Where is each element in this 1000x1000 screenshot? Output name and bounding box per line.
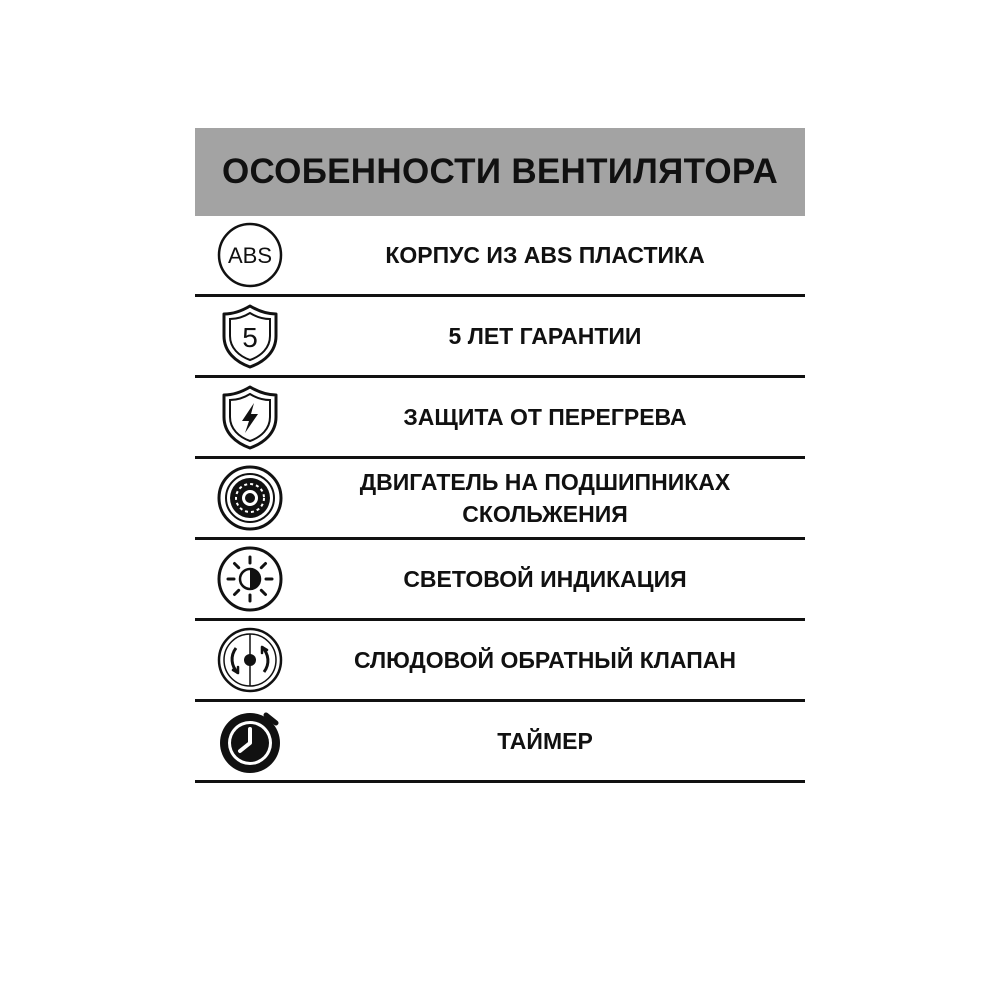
features-list (195, 216, 805, 783)
light-indicator-icon (216, 545, 284, 613)
abs-icon-text: ABS (227, 243, 273, 268)
feature-label: СВЕТОВОЙ ИНДИКАЦИЯ (403, 566, 687, 592)
feature-label: ЗАЩИТА ОТ ПЕРЕГРЕВА (403, 404, 687, 430)
shield-5-text: 5 (242, 322, 258, 353)
feature-row-timer (195, 702, 805, 783)
feature-label: КОРПУС ИЗ ABS ПЛАСТИКА (385, 242, 705, 268)
feature-label: ДВИГАТЕЛЬ НА ПОДШИПНИКАХ СКОЛЬЖЕНИЯ (359, 469, 731, 527)
feature-label: ТАЙМЕР (497, 728, 593, 754)
feature-label: 5 ЛЕТ ГАРАНТИИ (448, 323, 642, 349)
page-title: ОСОБЕННОСТИ ВЕНТИЛЯТОРА (221, 152, 779, 191)
shield-5-icon (216, 302, 284, 370)
feature-label: СЛЮДОВОЙ ОБРАТНЫЙ КЛАПАН (354, 647, 736, 673)
feature-row-warranty (195, 297, 805, 378)
header-banner (195, 128, 805, 216)
abs-icon (216, 221, 284, 289)
feature-row-abs (195, 216, 805, 297)
feature-row-overheat (195, 378, 805, 459)
bearing-motor-icon (216, 464, 284, 532)
features-card (195, 128, 805, 783)
feature-row-motor (195, 459, 805, 540)
shield-lightning-icon (216, 383, 284, 451)
check-valve-icon (216, 626, 284, 694)
timer-icon (216, 707, 284, 775)
feature-row-valve (195, 621, 805, 702)
feature-row-light (195, 540, 805, 621)
